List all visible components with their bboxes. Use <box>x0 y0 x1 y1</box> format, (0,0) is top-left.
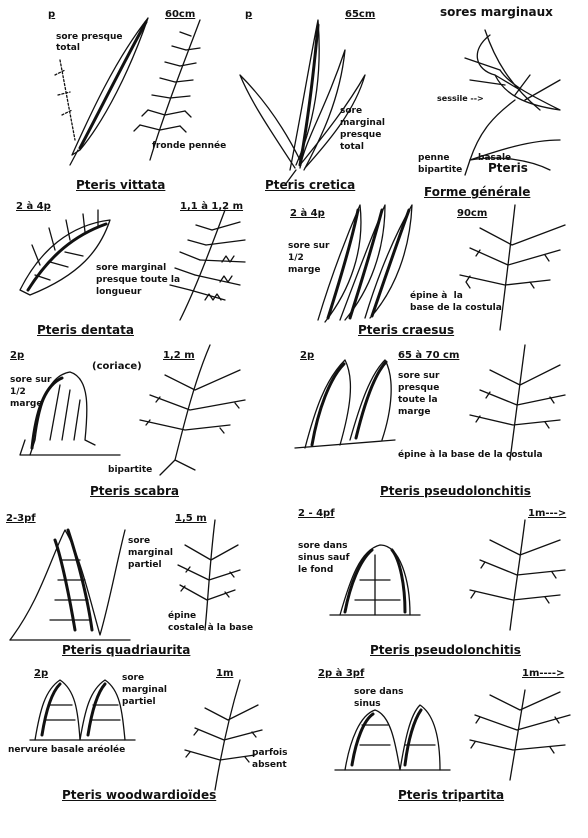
scabra-note-bipartite: bipartite <box>108 465 153 475</box>
scabra-note-sore: sore sur 1/2 marge <box>10 375 52 409</box>
vittata-note-sore: sore presque total <box>56 32 123 53</box>
quadri-note-spine: épine costale à la base <box>168 611 254 633</box>
general-basale: basale <box>478 153 512 163</box>
general-title: Forme générale <box>424 185 531 199</box>
craesus-note-sore: sore sur 1/2 marge <box>288 241 330 275</box>
vittata-scale-left: p <box>48 9 56 20</box>
quadri-title: Pteris quadriaurita <box>62 643 191 657</box>
pseudo2-note-sore: sore dans sinus sauf le fond <box>298 541 350 575</box>
general-heading: sores marginaux <box>440 5 553 19</box>
dentata-note-sore: sore marginal presque toute la longueur <box>96 263 181 297</box>
quadri-scale-left: 2-3pf <box>6 513 36 524</box>
craesus-title: Pteris craesus <box>358 323 455 337</box>
dentata-scale-right: 1,1 à 1,2 m <box>180 201 244 212</box>
pseudo1-pinnae-drawing <box>295 360 395 448</box>
quadri-note-sore: sore marginal partiel <box>128 536 173 570</box>
woodw-frond-drawing <box>185 680 262 790</box>
woodw-note-absent: parfois absent <box>252 748 288 770</box>
pseudo1-note-spine: épine à la base de la costula <box>398 450 543 460</box>
scabra-scale-right: 1,2 m <box>163 350 195 361</box>
cretica-scale-right: 65cm <box>345 9 376 20</box>
pseudo1-title: Pteris pseudolonchitis <box>380 484 531 498</box>
woodw-title: Pteris woodwardioïdes <box>62 788 217 802</box>
woodw-note-nervure: nervure basale aréolée <box>8 745 126 755</box>
pseudo2-scale-left: 2 - 4pf <box>298 508 335 519</box>
pseudo1-frond-drawing <box>470 345 565 460</box>
quadri-pinna-drawing <box>10 530 130 640</box>
tripartita-frond-drawing <box>470 690 570 780</box>
general-penne: penne <box>418 153 450 163</box>
scabra-note-coriace: (coriace) <box>92 361 142 372</box>
dentata-title: Pteris dentata <box>37 323 134 337</box>
pseudo2-title: Pteris pseudolonchitis <box>370 643 521 657</box>
woodw-note-sore: sore marginal partiel <box>122 673 167 707</box>
tripartita-note-sore: sore dans sinus <box>354 687 404 709</box>
tripartita-scale-right: 1m----> <box>522 668 565 679</box>
scabra-frond-drawing <box>140 345 245 475</box>
pseudo1-scale-right: 65 à 70 cm <box>398 350 460 361</box>
woodw-scale-right: 1m <box>216 668 234 679</box>
quadri-scale-right: 1,5 m <box>175 513 207 524</box>
general-sessile: sessile --> <box>437 94 484 103</box>
vittata-frond-drawing <box>134 20 200 160</box>
dentata-scale-left: 2 à 4p <box>16 201 51 212</box>
tripartita-scale-left: 2p à 3pf <box>318 668 365 679</box>
woodw-scale-left: 2p <box>34 668 49 679</box>
pseudo2-frond-drawing <box>470 520 565 630</box>
cretica-note-sore: sore marginal presque total <box>340 106 385 152</box>
cretica-scale-left: p <box>245 9 253 20</box>
craesus-scale-left: 2 à 4p <box>290 208 325 219</box>
craesus-note-spine: épine à la base de la costula <box>410 291 502 313</box>
tripartita-pinna-drawing <box>335 705 450 770</box>
pseudo1-scale-left: 2p <box>300 350 315 361</box>
dentata-frond-drawing <box>170 210 245 320</box>
general-genus: Pteris <box>488 161 528 175</box>
vittata-title: Pteris vittata <box>76 178 166 192</box>
cretica-title: Pteris cretica <box>265 178 356 192</box>
general-bipartite: bipartite <box>418 165 463 175</box>
tripartita-title: Pteris tripartita <box>398 788 505 802</box>
craesus-pinnae-drawing <box>318 205 412 322</box>
vittata-scale-right: 60cm <box>165 9 196 20</box>
woodw-pinna-drawing <box>30 680 135 740</box>
craesus-scale-right: 90cm <box>457 208 488 219</box>
vittata-note-frond: fronde pennée <box>152 141 227 151</box>
scabra-scale-left: 2p <box>10 350 25 361</box>
pseudo2-scale-right: 1m---> <box>528 508 567 519</box>
pseudo1-note-sore: sore sur presque toute la marge <box>398 371 440 417</box>
scabra-title: Pteris scabra <box>90 484 179 498</box>
cretica-pinnae-drawing <box>240 20 365 185</box>
